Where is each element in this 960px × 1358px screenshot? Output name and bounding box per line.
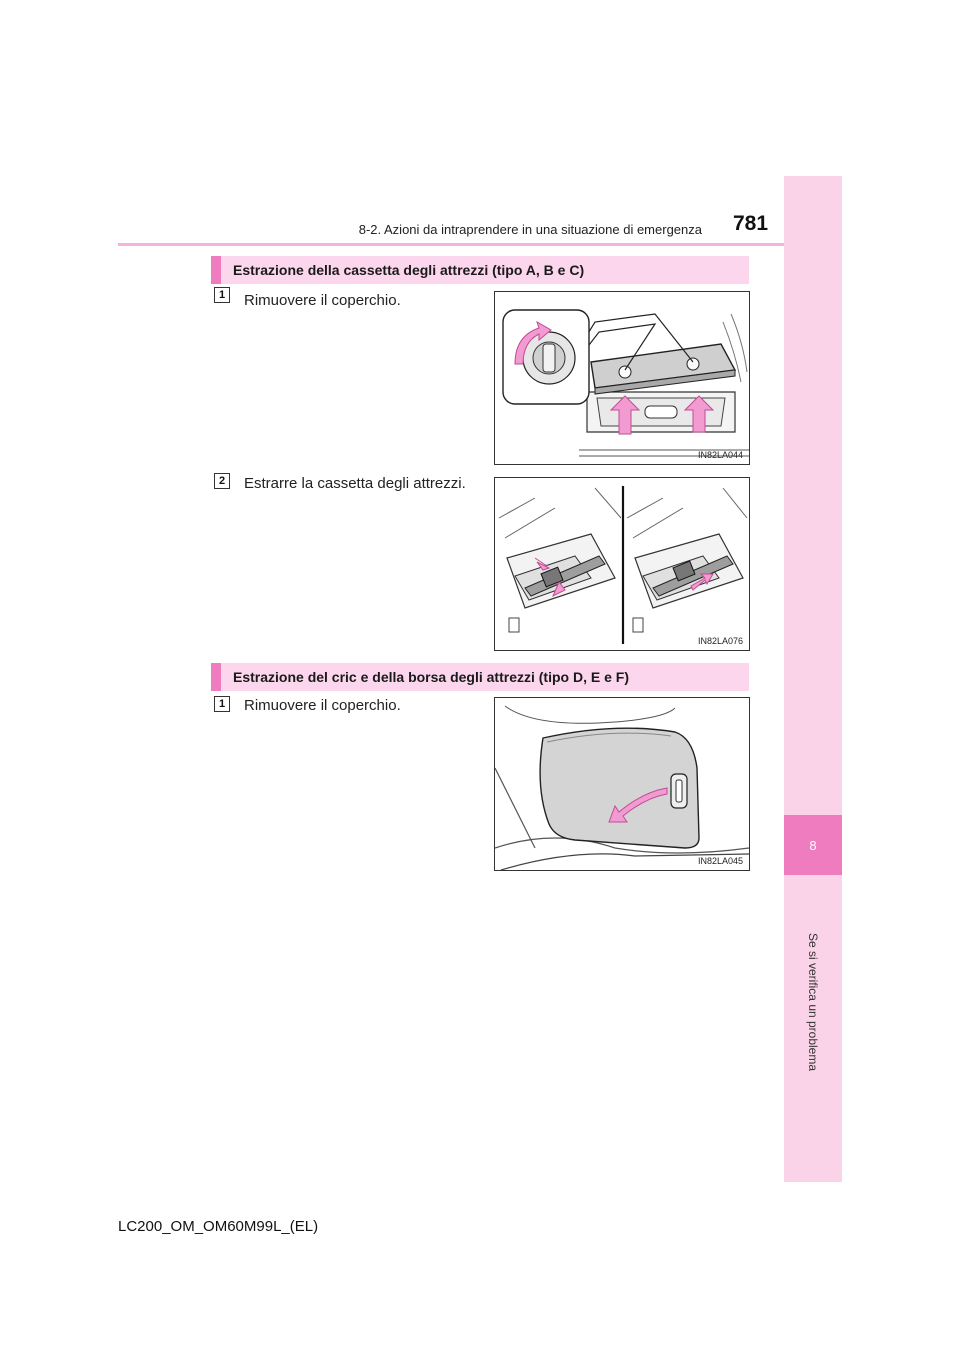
chapter-title: Se si verifica un problema [806, 932, 820, 1072]
jack-cover-illustration [495, 698, 749, 870]
section-title: Estrazione del cric e della borsa degli attrezzi (tipo D, E e F) [211, 663, 749, 691]
figure-remove-cover [494, 291, 750, 465]
chapter-number: 8 [784, 815, 842, 875]
step-number: 1 [214, 696, 230, 712]
figure-extract-toolbox [494, 477, 750, 651]
cover-illustration [495, 292, 749, 464]
page-number: 781 [733, 212, 769, 235]
step-text: Rimuovere il coperchio. [244, 697, 401, 714]
header-rule [118, 243, 784, 246]
figure-code: IN82LA076 [697, 636, 743, 646]
step-number: 2 [214, 473, 230, 489]
figure-code: IN82LA044 [697, 450, 743, 460]
toolbox-illustration [495, 478, 749, 650]
step-text: Estrarre la cassetta degli attrezzi. [244, 475, 466, 492]
step-text: Rimuovere il coperchio. [244, 292, 401, 309]
running-header: 8-2. Azioni da intraprendere in una situazione di emergenza [358, 222, 702, 237]
document-code: LC200_OM_OM60M99L_(EL) [118, 1218, 319, 1235]
step-number: 1 [214, 287, 230, 303]
figure-code: IN82LA045 [697, 856, 743, 866]
section-title: Estrazione della cassetta degli attrezzi (tipo A, B e C) [211, 256, 749, 284]
figure-remove-jack-cover [494, 697, 750, 871]
